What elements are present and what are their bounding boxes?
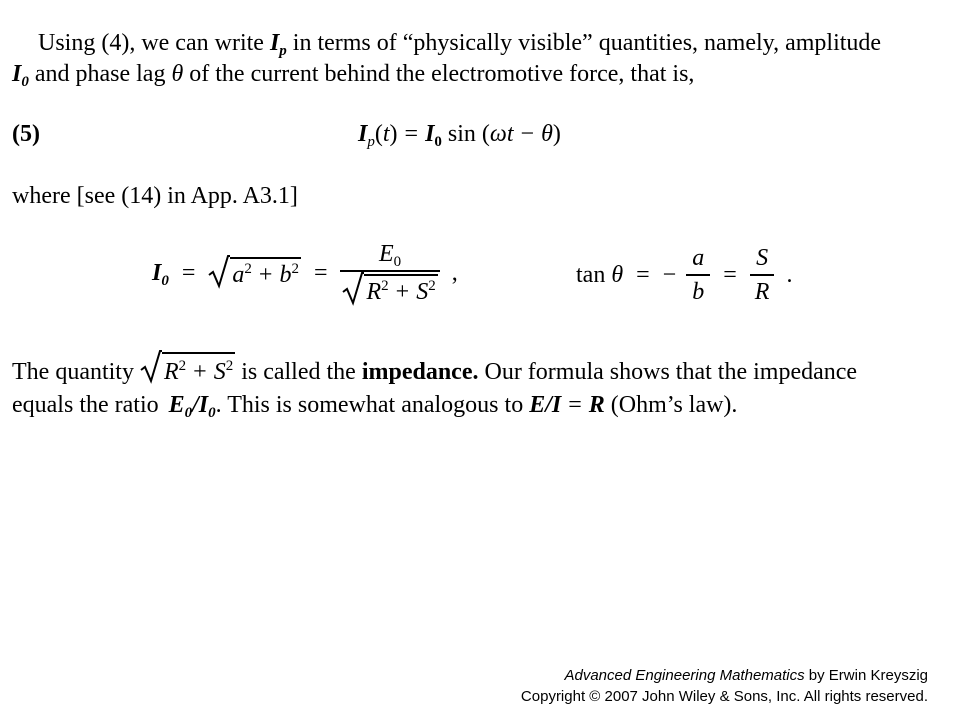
impedance-text-3: Our formula shows that the impedance: [484, 359, 858, 385]
impedance-text-6: (Ohm’s law).: [610, 392, 738, 418]
equation-tan-theta: tan θ = − $\frac{a}{b}$ = $\frac{S}{R}$ .: [576, 245, 793, 305]
math-ohms-law: E/I = R: [529, 392, 605, 418]
impedance-term: impedance.: [361, 359, 479, 385]
math-Ip: $I_p$: [269, 30, 287, 59]
impedance-text-2: is called the: [241, 359, 356, 385]
intro-text-2: in terms of “physically visible” quantities, namely, amplitude: [292, 30, 882, 56]
book-title: Advanced Engineering Mathematics: [564, 667, 805, 684]
intro-text-3: and phase lag: [34, 61, 166, 87]
where-line: where [see (14) in App. A3.1]: [12, 183, 298, 209]
equation-number-5: (5): [12, 121, 40, 147]
fraction-E0-over-sqrt: $\frac{E_0}{R^2 + S^2}$: [340, 240, 439, 306]
copyright-line: Copyright © 2007 John Wiley & Sons, Inc. All rights reserved.: [520, 688, 928, 705]
equation-I0-impedance: $I_0$ = $a^2 + b^2$ = $\frac{E_0}{R^2 + S^2}$ ,: [152, 241, 458, 305]
copyright-footer: [521, 665, 928, 707]
impedance-text-1: The quantity: [12, 359, 134, 385]
book-author: by Erwin Kreyszig: [808, 667, 928, 684]
intro-text-4: of the current behind the electromotive force, that is,: [189, 61, 695, 87]
math-theta: θ: [171, 61, 184, 87]
intro-paragraph: [12, 28, 942, 90]
impedance-paragraph: [12, 352, 942, 422]
equation-5: $I_p(t) = I_0$ sin (ωt − θ): [358, 121, 561, 150]
math-I0: $I_0$: [12, 61, 29, 90]
math-E0-over-I0: $E_0/I_0$: [168, 392, 216, 421]
intro-text-1: Using (4), we can write: [38, 30, 264, 56]
sqrt-a2-b2: $a^2 + b^2$: [208, 257, 301, 289]
impedance-text-5: . This is somewhat analogous to: [215, 392, 524, 418]
impedance-text-4: equals the ratio: [12, 392, 159, 418]
sqrt-R2-S2-inline: $R^2 + S^2$: [140, 352, 235, 389]
